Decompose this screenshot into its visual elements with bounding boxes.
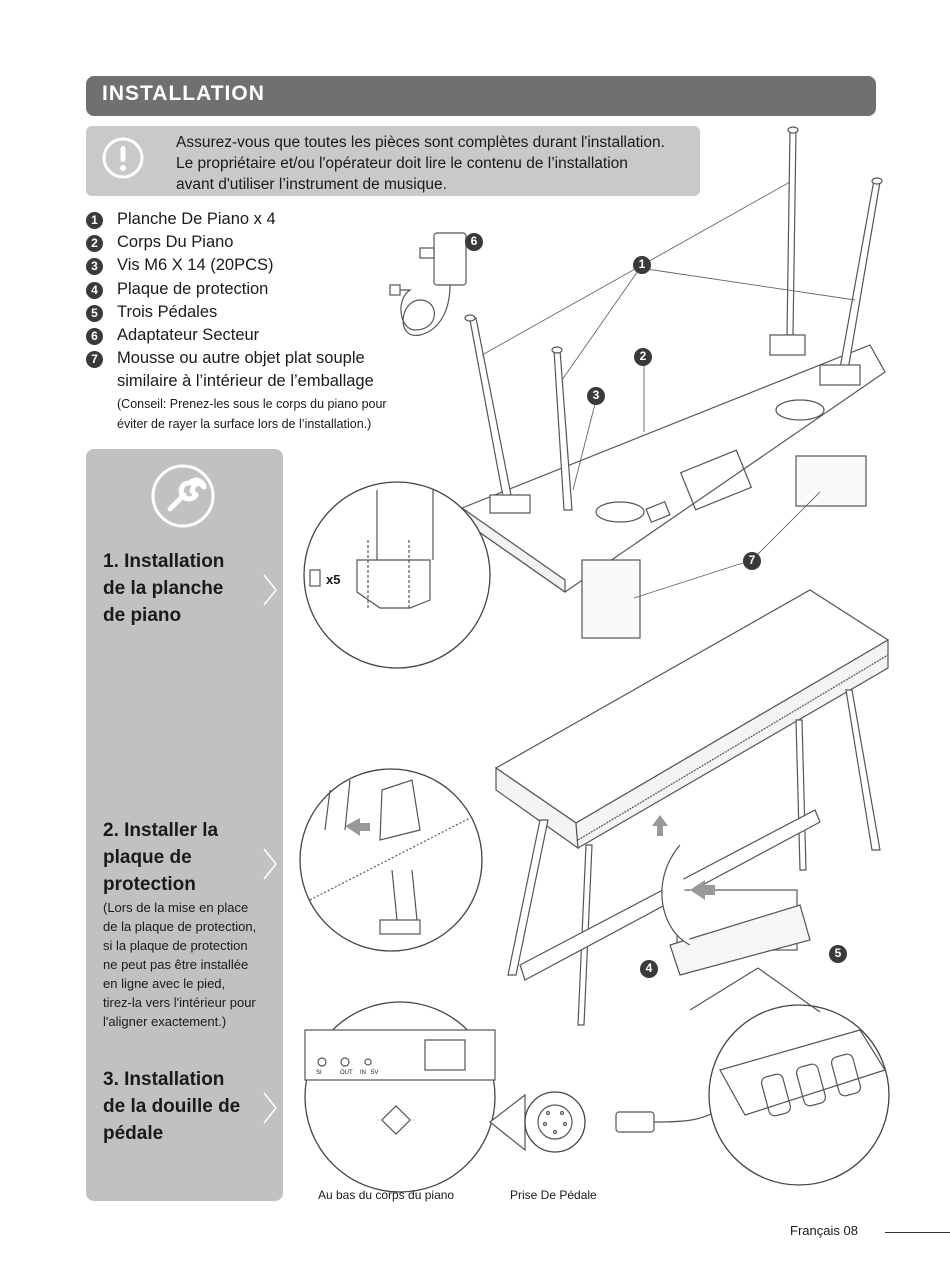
callout-number-2: 2 — [639, 349, 647, 363]
note-line: l'aligner exactement.) — [103, 1014, 227, 1029]
part-label: Adaptateur Secteur — [117, 325, 260, 344]
callout-number-5: 5 — [834, 946, 842, 960]
note-line: ne peut pas être installée — [103, 957, 249, 972]
part-label: Planche De Piano x 4 — [117, 210, 276, 228]
step-line: 1. Installation — [103, 551, 225, 572]
caption-pedal-socket: Prise De Pédale — [510, 1188, 597, 1202]
part-number-badge: 4 — [86, 282, 103, 299]
warning-line: avant d'utiliser l’instrument de musique. — [176, 176, 447, 193]
step-line: pédale — [103, 1123, 164, 1144]
power-adapter-illustration — [390, 233, 466, 335]
callout-number-1: 1 — [638, 257, 646, 271]
warning-line: Assurez-vous que toutes les pièces sont complètes durant l'installation. — [176, 134, 665, 151]
part-number-badge: 6 — [86, 328, 103, 345]
step-line: plaque de — [103, 847, 192, 868]
step-line: protection — [103, 874, 196, 895]
pedal-socket-illustration — [490, 1092, 720, 1152]
note-line: (Lors de la mise en place — [103, 900, 249, 915]
note-line: tirez-la vers l'intérieur pour — [103, 995, 256, 1010]
note-line: en ligne avec le pied, — [103, 976, 226, 991]
assembled-piano — [496, 590, 888, 1025]
step-line: de la douille de — [103, 1096, 241, 1117]
footer-rule — [885, 1232, 950, 1233]
callout-number-3: 3 — [592, 388, 600, 402]
note-line: (Conseil: Prenez-les sous le corps du piano pour — [117, 397, 387, 412]
step-line: de la planche — [103, 578, 224, 599]
panel-label: 5V — [371, 1070, 379, 1076]
part-label: Corps Du Piano — [117, 233, 234, 252]
section-title: INSTALLATION — [102, 82, 265, 105]
warning-line: Le propriétaire et/ou l'opérateur doit lire le contenu de l’installation — [176, 155, 628, 172]
part-label: Trois Pédales — [117, 302, 218, 321]
panel-label: SI — [316, 1070, 322, 1076]
callout-number-4: 4 — [645, 961, 653, 975]
panel-label: OUT — [340, 1070, 353, 1076]
step-line: de piano — [103, 605, 182, 626]
part-number-badge: 3 — [86, 258, 103, 275]
part-label: Plaque de protection — [117, 279, 269, 298]
part-number-badge: 7 — [86, 351, 103, 368]
part-number-badge: 2 — [86, 235, 103, 252]
note-line: de la plaque de protection, — [103, 919, 257, 934]
zoom-circle-pedal-jack — [305, 1002, 495, 1192]
screw-count-label: x5 — [326, 572, 341, 587]
callout-number-7: 7 — [748, 553, 756, 567]
piano-body-upside-down — [462, 345, 885, 638]
zoom-circle-pedals — [690, 968, 889, 1185]
caption-piano-underside: Au bas du corps du piano — [318, 1188, 455, 1202]
panel-label: IN — [360, 1070, 366, 1076]
callout-number-6: 6 — [470, 234, 478, 248]
part-label-continued: similaire à l’intérieur de l’emballage — [117, 372, 374, 391]
note-line: si la plaque de protection — [103, 938, 248, 953]
part-number-badge: 5 — [86, 305, 103, 322]
zoom-circle-protection-plate — [300, 769, 482, 951]
part-number-badge: 1 — [86, 212, 103, 229]
page-number: Français 08 — [790, 1223, 858, 1238]
part-label: Vis M6 X 14 (20PCS) — [117, 256, 274, 275]
part-label: Mousse ou autre objet plat souple — [117, 349, 365, 368]
step-line: 2. Installer la — [103, 820, 219, 841]
step-line: 3. Installation — [103, 1069, 225, 1090]
note-line: éviter de rayer la surface lors de l’installation.) — [117, 417, 372, 432]
